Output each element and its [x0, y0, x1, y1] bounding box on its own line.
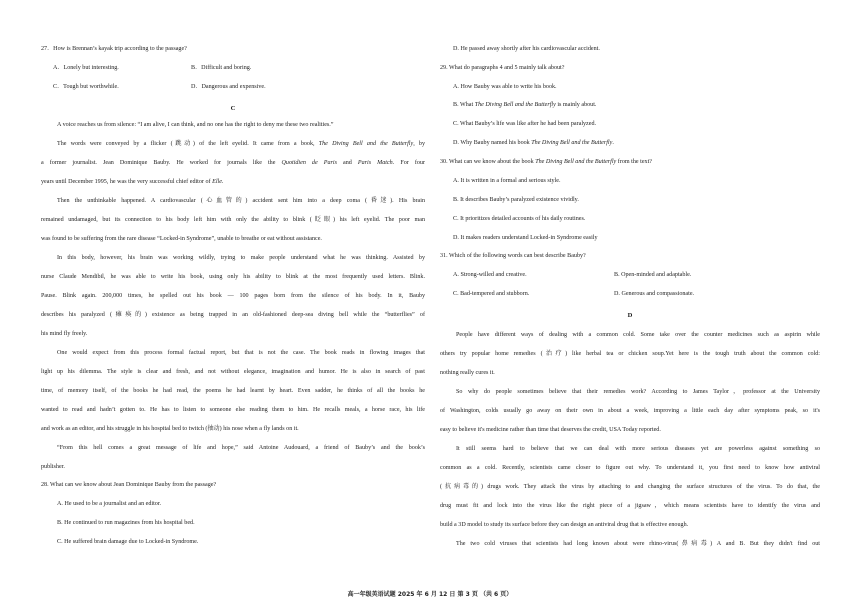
passage-c-line: time, of memory itself, of the books he had read, the poems he had learnt by heart. Even sadder, he thinks of all the books he — [41, 388, 425, 394]
passage-c-line: nurse Claude Mendibil, he was able to write his book, using only his ability to blink at the most frequently used letters. Blink. — [41, 274, 425, 280]
passage-c-line: Pause. Blink again. 200,000 times, he spelled out his book — 100 pages born from the silence of his body. In it, Bauby — [41, 293, 425, 299]
passage-c-line: The words were conveyed by a flicker (跳动) of the left eyelid. It came from a book, The Diving Bell and the Butterfly, by — [57, 141, 425, 147]
passage-c-line: his mind fly freely. — [41, 331, 88, 337]
q30-option-a: A. It is written in a formal and serious style. — [453, 178, 561, 184]
q28-option-d: D. He passed away shortly after his cardiovascular accident. — [453, 46, 600, 52]
q28-option-c: C. He suffered brain damage due to Locked-in Syndrome. — [57, 539, 199, 545]
q31-option-c: C. Bad-tempered and stubborn. — [453, 291, 530, 297]
q30-option-d: D. It makes readers understand Locked-in Syndrome easily — [453, 235, 598, 241]
question-28-stem: 28. What can we know about Jean Dominique Bauby from the passage? — [41, 482, 217, 488]
q29-option-b: B. What The Diving Bell and the Butterfly is mainly about. — [453, 102, 597, 108]
passage-c-line: describes his paralyzed (瘫痪的) existence as being trapped in an old-fashioned deep-sea diving bell while the “butterflies” of — [41, 312, 425, 318]
q28-option-b: B. He continued to run magazines from his hospital bed. — [57, 520, 195, 526]
passage-c-line: a former journalist. Jean Dominique Bauby. He worked for journals like the Quotidien de Paris and Paris Match. For four — [41, 160, 425, 166]
passage-c-line: wanted to read and hadn’t gotten to. He has to listen to someone else reading them to him. He recalls meals, a horse race, his life — [41, 407, 425, 413]
question-31-stem: 31. Which of the following words can best describe Bauby? — [440, 253, 586, 259]
passage-c-line: One would expect from this process formal factual report, but that is not the case. The book reads in flowing images that — [57, 350, 425, 356]
question-30-stem: 30. What can we know about the book The Diving Bell and the Butterfly from the text? — [440, 159, 652, 165]
passage-d-line: build a 3D model to study its surface before they can design an antiviral drug that is effective enough. — [440, 522, 689, 528]
q27-option-b: B．Difficult and boring. — [191, 65, 252, 71]
q29-option-c: C. What Bauby’s life was like after he had been paralyzed. — [453, 121, 597, 127]
page-footer: 高一年级英语试题 2025 年 6 月 12 日 第 3 页 （共 6 页） — [347, 591, 513, 598]
passage-d-line: nothing really cures it. — [440, 370, 495, 376]
section-c-label: C — [230, 105, 236, 112]
passage-c-line: was found to be suffering from the rare disease “Locked-in Syndrome”, unable to breathe or eat without assistance. — [41, 236, 322, 242]
passage-d-line: It still seems hard to believe that we can deal with more serious diseases yet are powerless against something so — [456, 446, 820, 452]
q31-option-d: D. Generous and compassionate. — [614, 291, 695, 297]
question-29-stem: 29. What do paragraphs 4 and 5 mainly talk about? — [440, 65, 565, 71]
passage-c-line: years until December 1995, he was the very successful chief editor of Elle. — [41, 179, 224, 185]
q30-option-c: C. It prioritizes detailed accounts of his daily routines. — [453, 216, 586, 222]
q31-option-a: A. Strong-willed and creative. — [453, 272, 527, 278]
passage-d-line: others try popular home remedies (治疗) like herbal tea or chicken soup.Yet here is the tough truth about the common cold: — [440, 351, 820, 357]
q29-option-a: A. How Bauby was able to write his book. — [453, 84, 557, 90]
passage-d-line: easy to believe it's medicine rather than time that deserves the credit, USA Today reported. — [440, 427, 661, 433]
q27-option-c: C．Tough but worthwhile. — [53, 84, 119, 90]
q28-option-a: A. He used to be a journalist and an editor. — [57, 501, 162, 507]
passage-c-line: Then the unthinkable happened. A cardiovascular (心血管的) accident sent him into a deep coma (昏迷). His brain — [57, 198, 425, 204]
q27-option-d: D．Dangerous and expensive. — [191, 84, 266, 90]
passage-d-line: of Washington, colds usually go away on their own in about a week, improving a little each day after symptoms peak, so it's — [440, 408, 820, 414]
q29-option-d: D. Why Bauby named his book The Diving Bell and the Butterfly. — [453, 140, 614, 146]
q31-option-b: B. Open-minded and adaptable. — [614, 272, 692, 278]
passage-d-line: common as a cold. Recently, scientists came closer to figure out why. To understand it, you first need to know how antiviral — [440, 465, 820, 471]
passage-c-line: A voice reaches us from silence: “I am alive, I can think, and no one has the right to deny me these two realities.” — [57, 122, 334, 128]
q27-option-a: A．Lonely but interesting. — [53, 65, 119, 71]
passage-d-line: So why do people sometimes believe that their remedies work? According to James Taylor，professor at the University — [456, 389, 820, 395]
question-27-stem: 27．How is Brennan’s kayak trip according to the passage? — [41, 46, 187, 52]
q30-option-b: B. It describes Bauby’s paralyzed existence vividly. — [453, 197, 579, 203]
passage-d-line: The two cold viruses that scientists had long known about were rhino-virus(鼻病毒) A and B. But they didn't find out — [456, 541, 820, 547]
passage-c-line: and work as an editor, and his struggle in his hospital bed to twitch (抽动) his nose when a fly lands on it. — [41, 426, 299, 432]
passage-c-line: publisher. — [41, 464, 65, 470]
passage-c-line: remained undamaged, but its connection to his body left him with only the ability to blink (眨眼) his left eyelid. The poor man — [41, 217, 425, 223]
passage-d-line: (抗病毒的) drugs work. They attack the virus by attaching to and changing the surface structures of the virus. To do that, the — [440, 484, 820, 490]
passage-d-line: drug must fit and lock into the virus like the right piece of a jigsaw，which means scientists have to identify the virus and — [440, 503, 820, 509]
passage-d-line: People have different ways of dealing with a common cold. Some take over the counter medicines such as aspirin while — [456, 332, 820, 338]
passage-c-line: light up his dilemma. The style is clear and fresh, and not without elegance, imagination and humor. He is also in search of past — [41, 369, 425, 375]
section-d-label: D — [627, 312, 633, 319]
passage-c-line: “From this hell comes a great message of life and hope,” said Antoine Audouard, a friend of Bauby’s and the book’s — [57, 445, 425, 451]
passage-c-line: In this body, however, his brain was working wildly, trying to make people understand what he was thinking. Assisted by — [57, 255, 425, 261]
